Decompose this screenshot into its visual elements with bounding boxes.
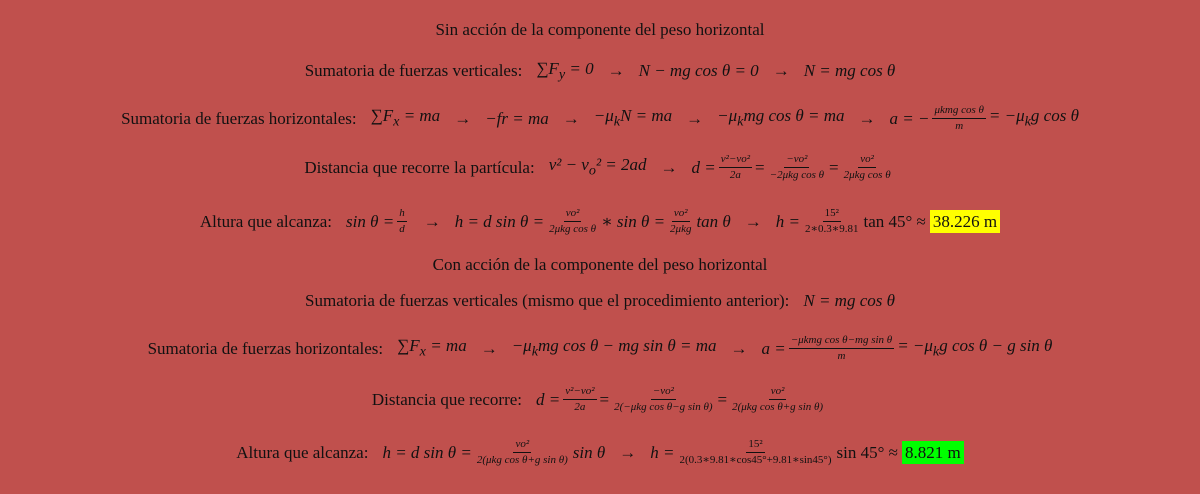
- height-def: h = d sin θ =: [454, 211, 545, 231]
- arrow-icon: →: [454, 108, 472, 128]
- height-row-2: [0, 438, 1200, 466]
- distance-fraction-3: $\frac{\text{vo²}}{\text{2μkg cos θ}}$: [843, 153, 891, 181]
- height-numeric-fraction-2: $\frac{\text{15²}}{2(0.3∗9.81∗\cos 45^\circ+9.81∗\sin 45^\circ)}$: [679, 438, 832, 466]
- arrow-icon: →: [562, 108, 580, 128]
- height-label: Altura que alcanza:: [199, 211, 333, 231]
- arrow-icon: →: [423, 211, 441, 231]
- horizontal-forces-label: Sumatoria de fuerzas horizontales:: [121, 108, 357, 128]
- arrow-icon: →: [686, 108, 704, 128]
- normal-result: N = mg cos θ: [803, 61, 896, 81]
- height-num-prefix: h =: [775, 211, 801, 231]
- sin-45: sin 45° ≈: [836, 442, 898, 462]
- arrow-icon: →: [619, 442, 637, 462]
- sum-fx: $\sum F_x$ = ma: [370, 106, 441, 130]
- acceleration-fraction: $\frac{\text{μkmg cos θ}}{m}$: [934, 104, 984, 132]
- equals-sign: =: [829, 157, 839, 177]
- height-fraction-1b: $\frac{\text{vo²}}{\text{2(μkg cos θ+g sin θ)}}$: [476, 438, 568, 466]
- friction-expanded-eq: $-\mu_kmg$ cos θ = ma: [717, 106, 845, 130]
- horizontal-forces-row-2: [0, 334, 1200, 362]
- height-numeric-fraction: $\frac{\text{15²}}{2∗0.3∗9.81}$: [805, 207, 859, 235]
- distance-prefix-2: d =: [536, 389, 561, 409]
- tan-45: tan 45° ≈: [863, 211, 926, 231]
- height-label-2: Altura que alcanza:: [236, 442, 369, 462]
- vertical-forces-row: [0, 60, 1200, 82]
- arrow-icon: →: [744, 211, 762, 231]
- sin-def: sin θ =: [346, 211, 395, 231]
- result-highlight-green: 8.821 m: [902, 441, 964, 464]
- sum-fy: $\sum F_y = 0$: [536, 59, 594, 83]
- normal-balance: N − mg cos θ = 0: [638, 61, 759, 81]
- arrow-icon: →: [660, 157, 678, 177]
- forces-expanded-eq: $-\mu_kmg$ cos θ − mg sin θ = ma: [511, 336, 717, 360]
- distance-fraction-3b: $\frac{\text{vo²}}{\text{2(μkg cos θ+g sin θ)}}$: [732, 385, 824, 413]
- result-highlight-yellow: 38.226 m: [930, 210, 1000, 233]
- normal-result-2: N = mg cos θ: [803, 291, 895, 310]
- acceleration-result: = $-\mu_kg$ cos θ: [988, 106, 1079, 130]
- sum-fx-2: $\sum F_x$ = ma: [397, 336, 467, 360]
- equals-sign: =: [717, 389, 728, 409]
- tan-theta: tan θ: [696, 211, 731, 231]
- distance-row: [0, 153, 1200, 181]
- vertical-forces-row-2: [0, 292, 1200, 309]
- kinematic-eq: $v^2 - v_o^2 = 2ad$: [548, 155, 647, 179]
- section-title-with: [0, 256, 1200, 273]
- distance-fraction-2b: $\frac{\text{−vo²}}{\text{2(−μkg cos θ−g sin θ)}}$: [614, 385, 713, 413]
- distance-prefix: d =: [691, 157, 716, 177]
- arrow-icon: →: [607, 61, 625, 81]
- arrow-icon: →: [730, 338, 748, 358]
- title-text: Con acción de la componente del peso horizontal: [432, 255, 768, 274]
- height-def-2: h = d sin θ =: [382, 442, 472, 462]
- distance-fraction-1: $\frac{\text{v²−vo²}}{2a}$: [720, 153, 751, 181]
- height-times-sin: ∗ sin θ =: [601, 211, 666, 231]
- distance-fraction-2: $\frac{\text{−vo²}}{\text{−2μkg cos θ}}$: [769, 153, 825, 181]
- distance-row-2: [0, 385, 1200, 413]
- height-num-prefix-2: h =: [650, 442, 675, 462]
- title-text: Sin acción de la componente del peso horizontal: [435, 20, 765, 39]
- vertical-forces-label: Sumatoria de fuerzas verticales:: [304, 61, 523, 81]
- friction-eq: −fr = ma: [485, 108, 549, 128]
- horizontal-forces-label-2: Sumatoria de fuerzas horizontales:: [147, 338, 384, 358]
- height-fraction-2: $\frac{\text{vo²}}{\text{2μkg}}$: [670, 207, 692, 235]
- distance-label: Distancia que recorre la partícula:: [304, 157, 535, 177]
- equals-sign: =: [599, 389, 610, 409]
- height-row: [0, 207, 1200, 235]
- arrow-icon: →: [858, 108, 876, 128]
- vertical-forces-label-2: Sumatoria de fuerzas verticales (mismo que el procedimiento anterior):: [305, 291, 790, 310]
- acceleration-prefix: a = −: [889, 108, 930, 128]
- horizontal-forces-row: [0, 104, 1200, 132]
- height-fraction-1: $\frac{\text{vo²}}{\text{2μkg cos θ}}$: [549, 207, 597, 235]
- sin-fraction: $\frac{h}{d}$: [399, 207, 405, 235]
- arrow-icon: →: [772, 61, 790, 81]
- distance-fraction-1b: $\frac{\text{v²−vo²}}{2a}$: [565, 385, 595, 413]
- acceleration-result-2: = $-\mu_kg$ cos θ − g sin θ: [897, 336, 1053, 360]
- section-title-without: [0, 21, 1200, 38]
- arrow-icon: →: [480, 338, 498, 358]
- acceleration-prefix-2: a =: [761, 338, 786, 358]
- sin-theta: sin θ: [572, 442, 606, 462]
- distance-label-2: Distancia que recorre:: [371, 389, 522, 409]
- friction-normal-eq: $-\mu_kN$ = ma: [593, 106, 673, 130]
- equals-sign: =: [755, 157, 765, 177]
- acceleration-fraction-2: $\frac{\text{−μkmg cos θ−mg sin θ}}{m}$: [790, 334, 893, 362]
